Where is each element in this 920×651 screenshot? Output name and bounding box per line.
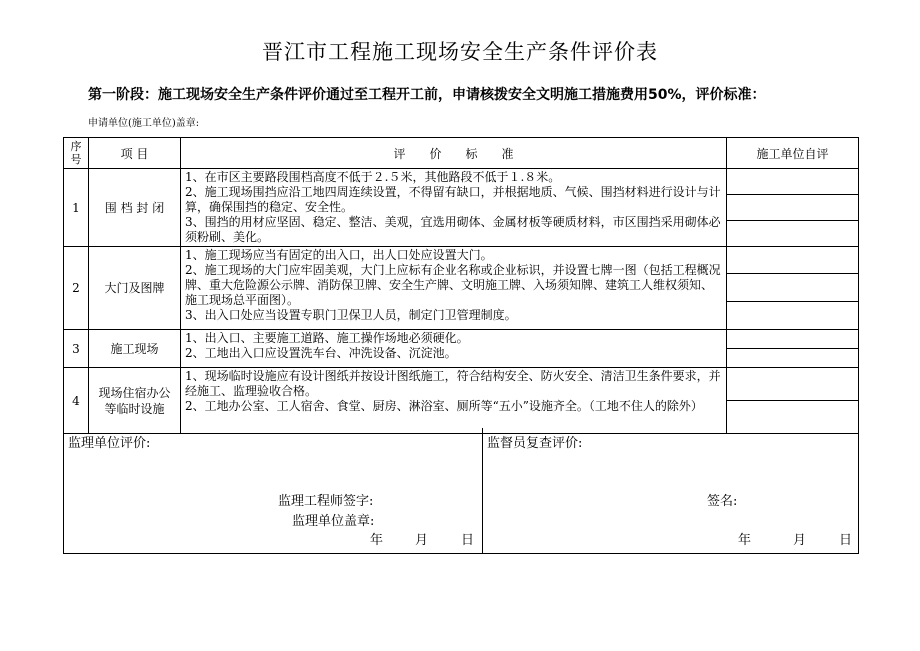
header-seq: 序号 — [64, 138, 89, 169]
self-eval-cell[interactable] — [727, 169, 859, 195]
self-eval-cell[interactable] — [727, 349, 859, 368]
self-eval-cell[interactable] — [727, 195, 859, 221]
stage-subtitle: 第一阶段：施工现场安全生产条件评价通过至工程开工前，申请核拨安全文明施工措施费用50%，评价标准： — [88, 87, 766, 103]
row-seq: 4 — [64, 368, 89, 434]
row-item: 现场住宿办公等临时设施 — [89, 368, 181, 434]
self-eval-cell[interactable] — [727, 368, 859, 401]
header-self-eval: 施工单位自评 — [727, 138, 859, 169]
day-label: 日 — [839, 533, 853, 548]
engineer-sign-label: 监理工程师签字: — [278, 494, 374, 509]
self-eval-cell[interactable] — [727, 330, 859, 349]
month-label: 月 — [415, 533, 429, 548]
row-criteria: 1、现场临时设施应有设计图纸并按设计图纸施工，符合结构安全、防火安全、清洁卫生条件要求，并经施工、监理验收合格。 2、工地办公室、工人宿舍、食堂、厨房、淋浴室、厕所等“五小”设施齐全。（工地不住人的除外） — [181, 368, 727, 434]
self-eval-cell[interactable] — [727, 302, 859, 330]
supervision-evaluation-box[interactable] — [64, 428, 483, 553]
header-criteria: 评 价 标 准 — [181, 138, 727, 169]
self-eval-cell[interactable] — [727, 221, 859, 247]
year-label: 年 — [370, 533, 384, 548]
inspector-sign-label: 签名: — [707, 494, 738, 509]
month-label: 月 — [793, 533, 807, 548]
table-row — [64, 169, 859, 195]
unit-seal-label: 监理单位盖章: — [292, 514, 375, 529]
self-eval-cell[interactable] — [727, 247, 859, 274]
supervision-label: 监理单位评价: — [68, 436, 151, 451]
table-row — [64, 368, 859, 401]
evaluation-table — [63, 137, 859, 434]
row-criteria: 1、出入口、主要施工道路、施工操作场地必须硬化。 2、工地出入口应设置洗车台、冲洗设备、沉淀池。 — [181, 330, 727, 368]
table-row — [64, 330, 859, 349]
row-item: 施工现场 — [89, 330, 181, 368]
inspector-label: 监督员复查评价: — [487, 436, 583, 451]
signature-section — [63, 428, 859, 554]
row-seq: 3 — [64, 330, 89, 368]
inspector-review-box[interactable] — [483, 428, 858, 553]
row-criteria: 1、施工现场应当有固定的出入口，出人口处应设置大门。 2、施工现场的大门应牢固美观，大门上应标有企业名称或企业标识，并设置七牌一图（包括工程概况牌、重大危险源公示牌、消防保卫牌、安全生产牌、文明施工牌、入场须知牌、建筑工人维权须知、施工现场总平面图）。 3、出入口处应当设置专职门卫保卫人员，制定门卫管理制度。 — [181, 247, 727, 330]
page-title: 晋江市工程施工现场安全生产条件评价表 — [262, 40, 658, 64]
day-label: 日 — [461, 533, 475, 548]
row-item: 围 档 封 闭 — [89, 169, 181, 247]
self-eval-cell[interactable] — [727, 274, 859, 302]
applicant-label: 申请单位(施工单位)盖章: — [88, 118, 200, 129]
table-row — [64, 247, 859, 274]
header-row — [64, 138, 859, 169]
header-item: 项 目 — [89, 138, 181, 169]
row-seq: 2 — [64, 247, 89, 330]
row-item: 大门及图牌 — [89, 247, 181, 330]
row-seq: 1 — [64, 169, 89, 247]
row-criteria: 1、在市区主要路段围档高度不低于２.５米，其他路段不低于１.８米。 2、施工现场围挡应沿工地四周连续设置，不得留有缺口，并根据地质、气候、围挡材料进行设计与计算，确保围挡的稳定、安全性。 3、围挡的用材应坚固、稳定、整洁、美观，宜选用砌体、金属材板等硬质材料，市区围挡采用砌体必须粉刷、美化。 — [181, 169, 727, 247]
year-label: 年 — [738, 533, 752, 548]
